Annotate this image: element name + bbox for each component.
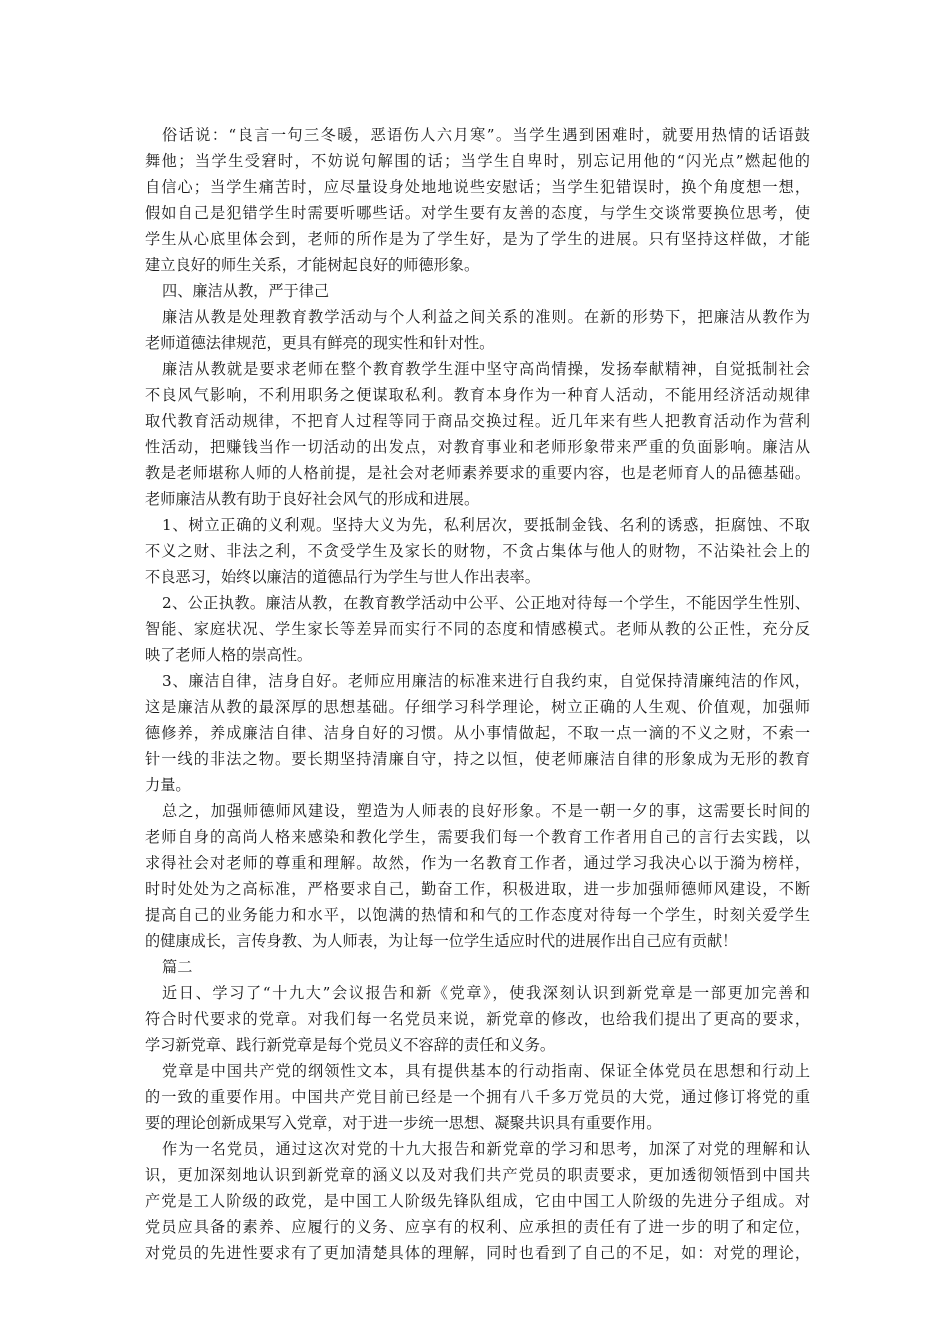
- text-line: 建立良好的师生关系，才能树起良好的师德形象。: [145, 256, 480, 274]
- text-line: 近日、学习了“十九大”会议报告和新《党章》，使我深刻认识到新党章是一部更加完善和: [162, 984, 810, 1002]
- text-line: 不良恶习，始终以廉洁的道德品行为学生与世人作出表率。: [145, 568, 540, 586]
- text-line: 要的理论创新成果写入党章，对于进一步统一思想、凝聚共识具有重要作用。: [145, 1114, 662, 1132]
- text-line: 力量。: [145, 776, 191, 794]
- text-line: 俗话说：“良言一句三冬暖，恶语伤人六月寒”。当学生遇到困难时，就要用热情的话语鼓: [162, 126, 810, 144]
- text-line: 符合时代要求的党章。对我们每一名党员来说，新党章的修改，也给我们提出了更高的要求，: [145, 1010, 810, 1028]
- text-line: 德修养，养成廉洁自律、洁身自好的习惯。从小事情做起，不取一点一滴的不义之财，不索一: [145, 724, 810, 742]
- text-line: 1、树立正确的义利观。坚持大义为先，私利居次，要抵制金钱、名利的诱惑，拒腐蚀、不取: [162, 516, 810, 534]
- text-line: 学习新党章、践行新党章是每个党员义不容辞的责任和义务。: [145, 1036, 556, 1054]
- text-line: 2、公正执教。廉洁从教，在教育教学活动中公平、公正地对待每一个学生，不能因学生性别、: [162, 594, 810, 612]
- text-line: 产党是工人阶级的政党，是中国工人阶级先锋队组成，它由中国工人阶级的先进分子组成。对: [145, 1192, 810, 1210]
- text-line: 老师廉洁从教有助于良好社会风气的形成和进展。: [145, 490, 480, 508]
- text-line: 假如自己是犯错学生时需要听哪些话。对学生要有友善的态度，与学生交谈常要换位思考，使: [145, 204, 810, 222]
- text-line: 识，更加深刻地认识到新党章的涵义以及对我们共产党员的职责要求，更加透彻领悟到中国共: [145, 1166, 810, 1184]
- text-line: 不良风气影响，不利用职务之便谋取私利。教育本身作为一种育人活动，不能用经济活动规律: [145, 386, 810, 404]
- text-line: 性活动，把赚钱当作一切活动的出发点，对教育事业和老师形象带来严重的负面影响。廉洁从: [145, 438, 810, 456]
- text-line: 针一线的非法之物。要长期坚持清廉自守，持之以恒，使老师廉洁自律的形象成为无形的教育: [145, 750, 810, 768]
- text-line: 的健康成长，言传身教、为人师表，为让每一位学生适应时代的进展作出自己应有贡献！: [145, 932, 738, 950]
- text-line: 这是廉洁从教的最深厚的思想基础。仔细学习科学理论，树立正确的人生观、价值观，加强师: [145, 698, 810, 716]
- text-line: 廉洁从教是处理教育教学活动与个人利益之间关系的准则。在新的形势下，把廉洁从教作为: [162, 308, 810, 326]
- document-page: [145, 122, 810, 1266]
- text-line: 提高自己的业务能力和水平，以饱满的热情和和气的工作态度对待每一个学生，时刻关爱学生: [145, 906, 810, 924]
- text-line: 的一致的重要作用。中国共产党目前已经是一个拥有八千多万党员的大党，通过修订将党的重: [145, 1088, 810, 1106]
- text-line: 取代教育活动规律，不把育人过程等同于商品交换过程。近几年来有些人把教育活动作为营利: [145, 412, 810, 430]
- text-line: 时时处处为之高标准，严格要求自己，勤奋工作，积极进取，进一步加强师德师风建设，不断: [145, 880, 810, 898]
- text-line: 不义之财、非法之利，不贪受学生及家长的财物，不贪占集体与他人的财物，不沾染社会上的: [145, 542, 810, 560]
- text-line: 舞他；当学生受窘时，不妨说句解围的话；当学生自卑时，别忘记用他的“闪光点”燃起他的: [145, 152, 810, 170]
- text-line: 求得社会对老师的尊重和理解。故然，作为一名教育工作者，通过学习我决心以于漪为榜样，: [145, 854, 810, 872]
- text-line: 映了老师人格的崇高性。: [145, 646, 313, 664]
- text-line: 篇二: [162, 958, 193, 976]
- text-line: 智能、家庭状况、学生家长等差异而实行不同的态度和情感模式。老师从教的公正性，充分反: [145, 620, 810, 638]
- text-line: 学生从心底里体会到，老师的所作是为了学生好，是为了学生的进展。只有坚持这样做，才能: [145, 230, 810, 248]
- text-line: 总之，加强师德师风建设，塑造为人师表的良好形象。不是一朝一夕的事，这需要长时间的: [162, 802, 810, 820]
- text-line: 作为一名党员，通过这次对党的十九大报告和新党章的学习和思考，加深了对党的理解和认: [162, 1140, 810, 1158]
- text-line: 对党员的先进性要求有了更加清楚具体的理解，同时也看到了自己的不足，如：对党的理论，: [145, 1244, 810, 1262]
- text-line: 四、廉洁从教，严于律己: [162, 282, 330, 300]
- text-line: 党章是中国共产党的纲领性文本，具有提供基本的行动指南、保证全体党员在思想和行动上: [162, 1062, 810, 1080]
- text-line: 3、廉洁自律，洁身自好。老师应用廉洁的标准来进行自我约束，自觉保持清廉纯洁的作风，: [162, 672, 810, 690]
- text-line: 廉洁从教就是要求老师在整个教育教学生涯中坚守高尚情操，发扬奉献精神，自觉抵制社会: [162, 360, 810, 378]
- text-line: 教是老师堪称人师的人格前提，是社会对老师素养要求的重要内容，也是老师育人的品德基础。: [145, 464, 810, 482]
- text-line: 老师自身的高尚人格来感染和教化学生，需要我们每一个教育工作者用自己的言行去实践，以: [145, 828, 810, 846]
- text-line: 党员应具备的素养、应履行的义务、应享有的权利、应承担的责任有了进一步的明了和定位，: [145, 1218, 810, 1236]
- text-line: 自信心；当学生痛苦时，应尽量设身处地地说些安慰话；当学生犯错误时，换个角度想一想，: [145, 178, 810, 196]
- text-line: 老师道德法律规范，更具有鲜亮的现实性和针对性。: [145, 334, 495, 352]
